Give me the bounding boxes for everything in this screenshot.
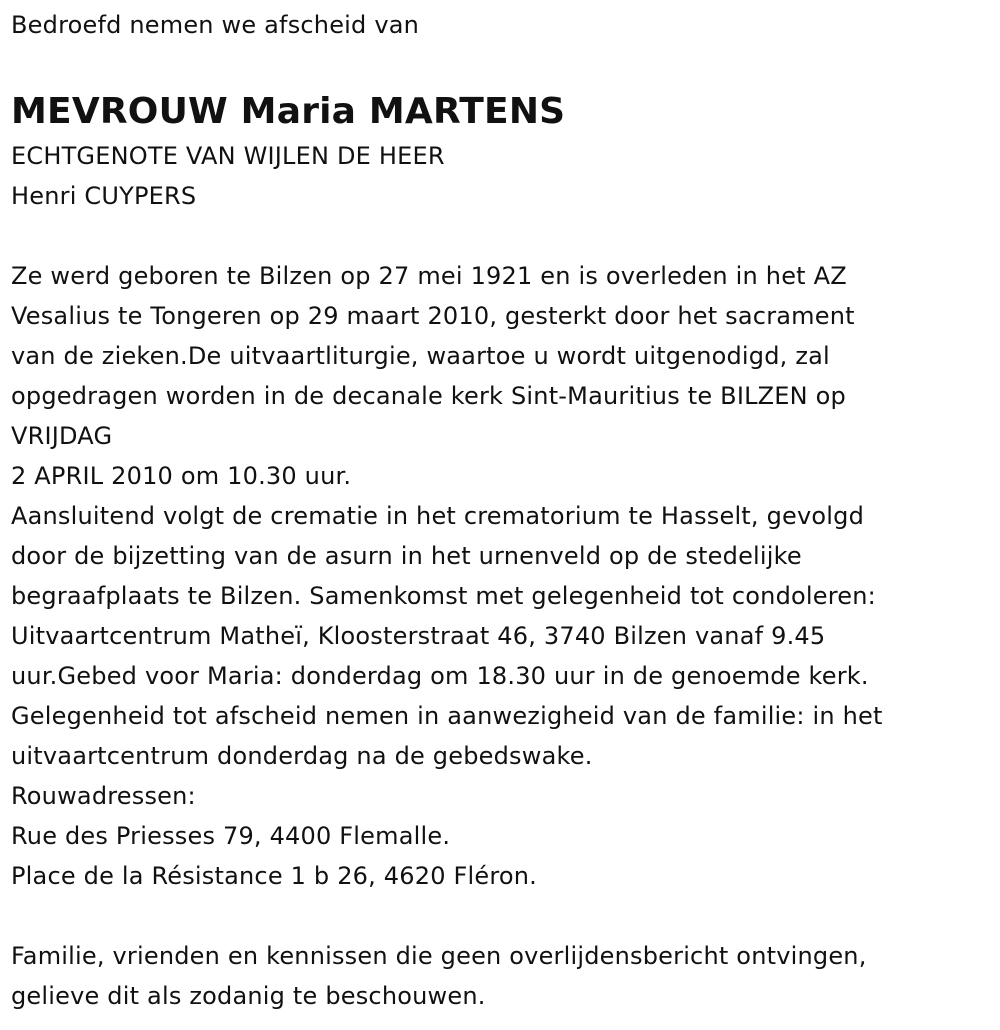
body-line: door de bijzetting van de asurn in het urnenveld op de stedelijke — [11, 542, 802, 570]
intro-text: Bedroefd nemen we afscheid van — [11, 11, 420, 39]
obituary-notice — [11, 8, 986, 1016]
spacer — [11, 42, 986, 88]
closing-line: gelieve dit als zodanig te beschouwen. — [11, 982, 486, 1010]
deceased-name: MEVROUW Maria MARTENS — [11, 91, 566, 132]
body-line: Ze werd geboren te Bilzen op 27 mei 1921 en is overleden in het AZ — [11, 262, 847, 290]
body-line: uitvaartcentrum donderdag na de gebedswake. — [11, 742, 593, 770]
body-line: opgedragen worden in de decanale kerk Sint-Mauritius te BILZEN op — [11, 382, 846, 410]
body-line: Rouwadressen: — [11, 782, 196, 810]
body-text — [11, 256, 986, 896]
spouse-line-2: Henri CUYPERS — [11, 182, 197, 210]
body-line: Vesalius te Tongeren op 29 maart 2010, gesterkt door het sacrament — [11, 302, 855, 330]
body-line: begraafplaats te Bilzen. Samenkomst met gelegenheid tot condoleren: — [11, 582, 876, 610]
body-line: Gelegenheid tot afscheid nemen in aanwezigheid van de familie: in het — [11, 702, 883, 730]
body-line: Uitvaartcentrum Matheï, Kloosterstraat 46, 3740 Bilzen vanaf 9.45 — [11, 622, 826, 650]
body-line: Rue des Priesses 79, 4400 Flemalle. — [11, 822, 451, 850]
body-line: uur.Gebed voor Maria: donderdag om 18.30 uur in de genoemde kerk. — [11, 662, 869, 690]
body-line: 2 APRIL 2010 om 10.30 uur. — [11, 462, 352, 490]
closing-text — [11, 936, 986, 1016]
spacer — [11, 216, 986, 256]
closing-line: Familie, vrienden en kennissen die geen overlijdensbericht ontvingen, — [11, 942, 867, 970]
spacer — [11, 896, 986, 936]
body-line: VRIJDAG — [11, 422, 113, 450]
body-line: Place de la Résistance 1 b 26, 4620 Fléron. — [11, 862, 537, 890]
spouse-line-1: ECHTGENOTE VAN WIJLEN DE HEER — [11, 142, 445, 170]
body-line: van de zieken.De uitvaartliturgie, waartoe u wordt uitgenodigd, zal — [11, 342, 830, 370]
body-line: Aansluitend volgt de crematie in het crematorium te Hasselt, gevolgd — [11, 502, 865, 530]
